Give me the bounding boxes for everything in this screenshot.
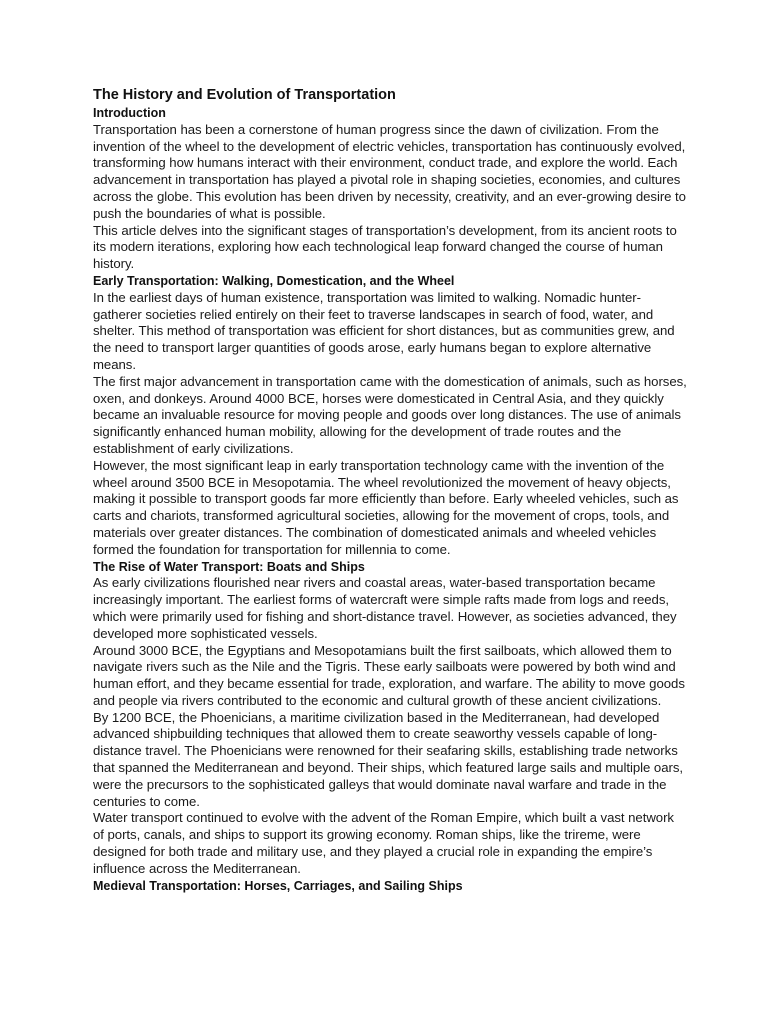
paragraph: Around 3000 BCE, the Egyptians and Mesopotamians built the first sailboats, which allowed them to navigate rivers such as the Nile and the Tigris. These early sailboats were powered by both wind and human effort, and they became essential for trade, exploration, and warfare. The ability to move goods and people via rivers contributed to the economic and cultural growth of these ancient civilizations.	[93, 642, 685, 708]
paragraph: In the earliest days of human existence, transportation was limited to walking. Nomadic hunter-gatherer societies relied entirely on their feet to traverse landscapes in search of food, water, and shelter. This method of transportation was efficient for short distances, but as communities grew, and the need to transport larger quantities of goods arose, early humans began to explore alternative means.	[93, 289, 675, 372]
document-page	[93, 86, 688, 894]
paragraph: By 1200 BCE, the Phoenicians, a maritime civilization based in the Mediterranean, had developed advanced shipbuilding techniques that allowed them to create seaworthy vessels capable of long-distance travel. The Phoenicians were renowned for their seafaring skills, establishing trade networks that spanned the Mediterranean and beyond. Their ships, which featured large sails and multiple oars, were the precursors to the sophisticated galleys that would dominate naval warfare and trade in the centuries to come.	[93, 709, 683, 809]
paragraph: This article delves into the significant stages of transportation’s development, from its ancient roots to its modern iterations, exploring how each technological leap forward changed the course of human history.	[93, 222, 677, 272]
section-heading-water-transport: The Rise of Water Transport: Boats and Ships	[93, 559, 365, 574]
paragraph: Water transport continued to evolve with the advent of the Roman Empire, which built a vast network of ports, canals, and ships to support its growing economy. Roman ships, like the trireme, were designed for both trade and military use, and they played a crucial role in expanding the empire’s influence across the Mediterranean.	[93, 810, 674, 876]
section-heading-early-transportation: Early Transportation: Walking, Domestication, and the Wheel	[93, 273, 455, 288]
section-heading-medieval-transportation: Medieval Transportation: Horses, Carriages, and Sailing Ships	[93, 878, 463, 893]
paragraph: Transportation has been a cornerstone of human progress since the dawn of civilization. From the invention of the wheel to the development of electric vehicles, transportation has continuously evolved, transforming how humans interact with their environment, conduct trade, and explore the world. Each advancement in transportation has played a pivotal role in shaping societies, economies, and cultures across the globe. This evolution has been driven by necessity, creativity, and an ever-growing desire to push the boundaries of what is possible.	[93, 121, 686, 221]
paragraph: However, the most significant leap in early transportation technology came with the invention of the wheel around 3500 BCE in Mesopotamia. The wheel revolutionized the movement of heavy objects, making it possible to transport goods far more efficiently than before. Early wheeled vehicles, such as carts and chariots, transformed agricultural societies, allowing for the movement of crops, tools, and materials over greater distances. The combination of domesticated animals and wheeled vehicles formed the foundation for transportation for millennia to come.	[93, 457, 679, 557]
paragraph: The first major advancement in transportation came with the domestication of animals, such as horses, oxen, and donkeys. Around 4000 BCE, horses were domesticated in Central Asia, and they quickly became an invaluable resource for moving people and goods over long distances. The use of animals significantly enhanced human mobility, allowing for the development of trade routes and the establishment of early civilizations.	[93, 373, 687, 456]
section-heading-introduction: Introduction	[93, 106, 166, 120]
document-title: The History and Evolution of Transportation	[93, 87, 396, 103]
paragraph: As early civilizations flourished near rivers and coastal areas, water-based transportation became increasingly important. The earliest forms of watercraft were simple rafts made from logs and reeds, which were primarily used for fishing and short-distance travel. However, as societies advanced, they developed more sophisticated vessels.	[93, 575, 677, 641]
